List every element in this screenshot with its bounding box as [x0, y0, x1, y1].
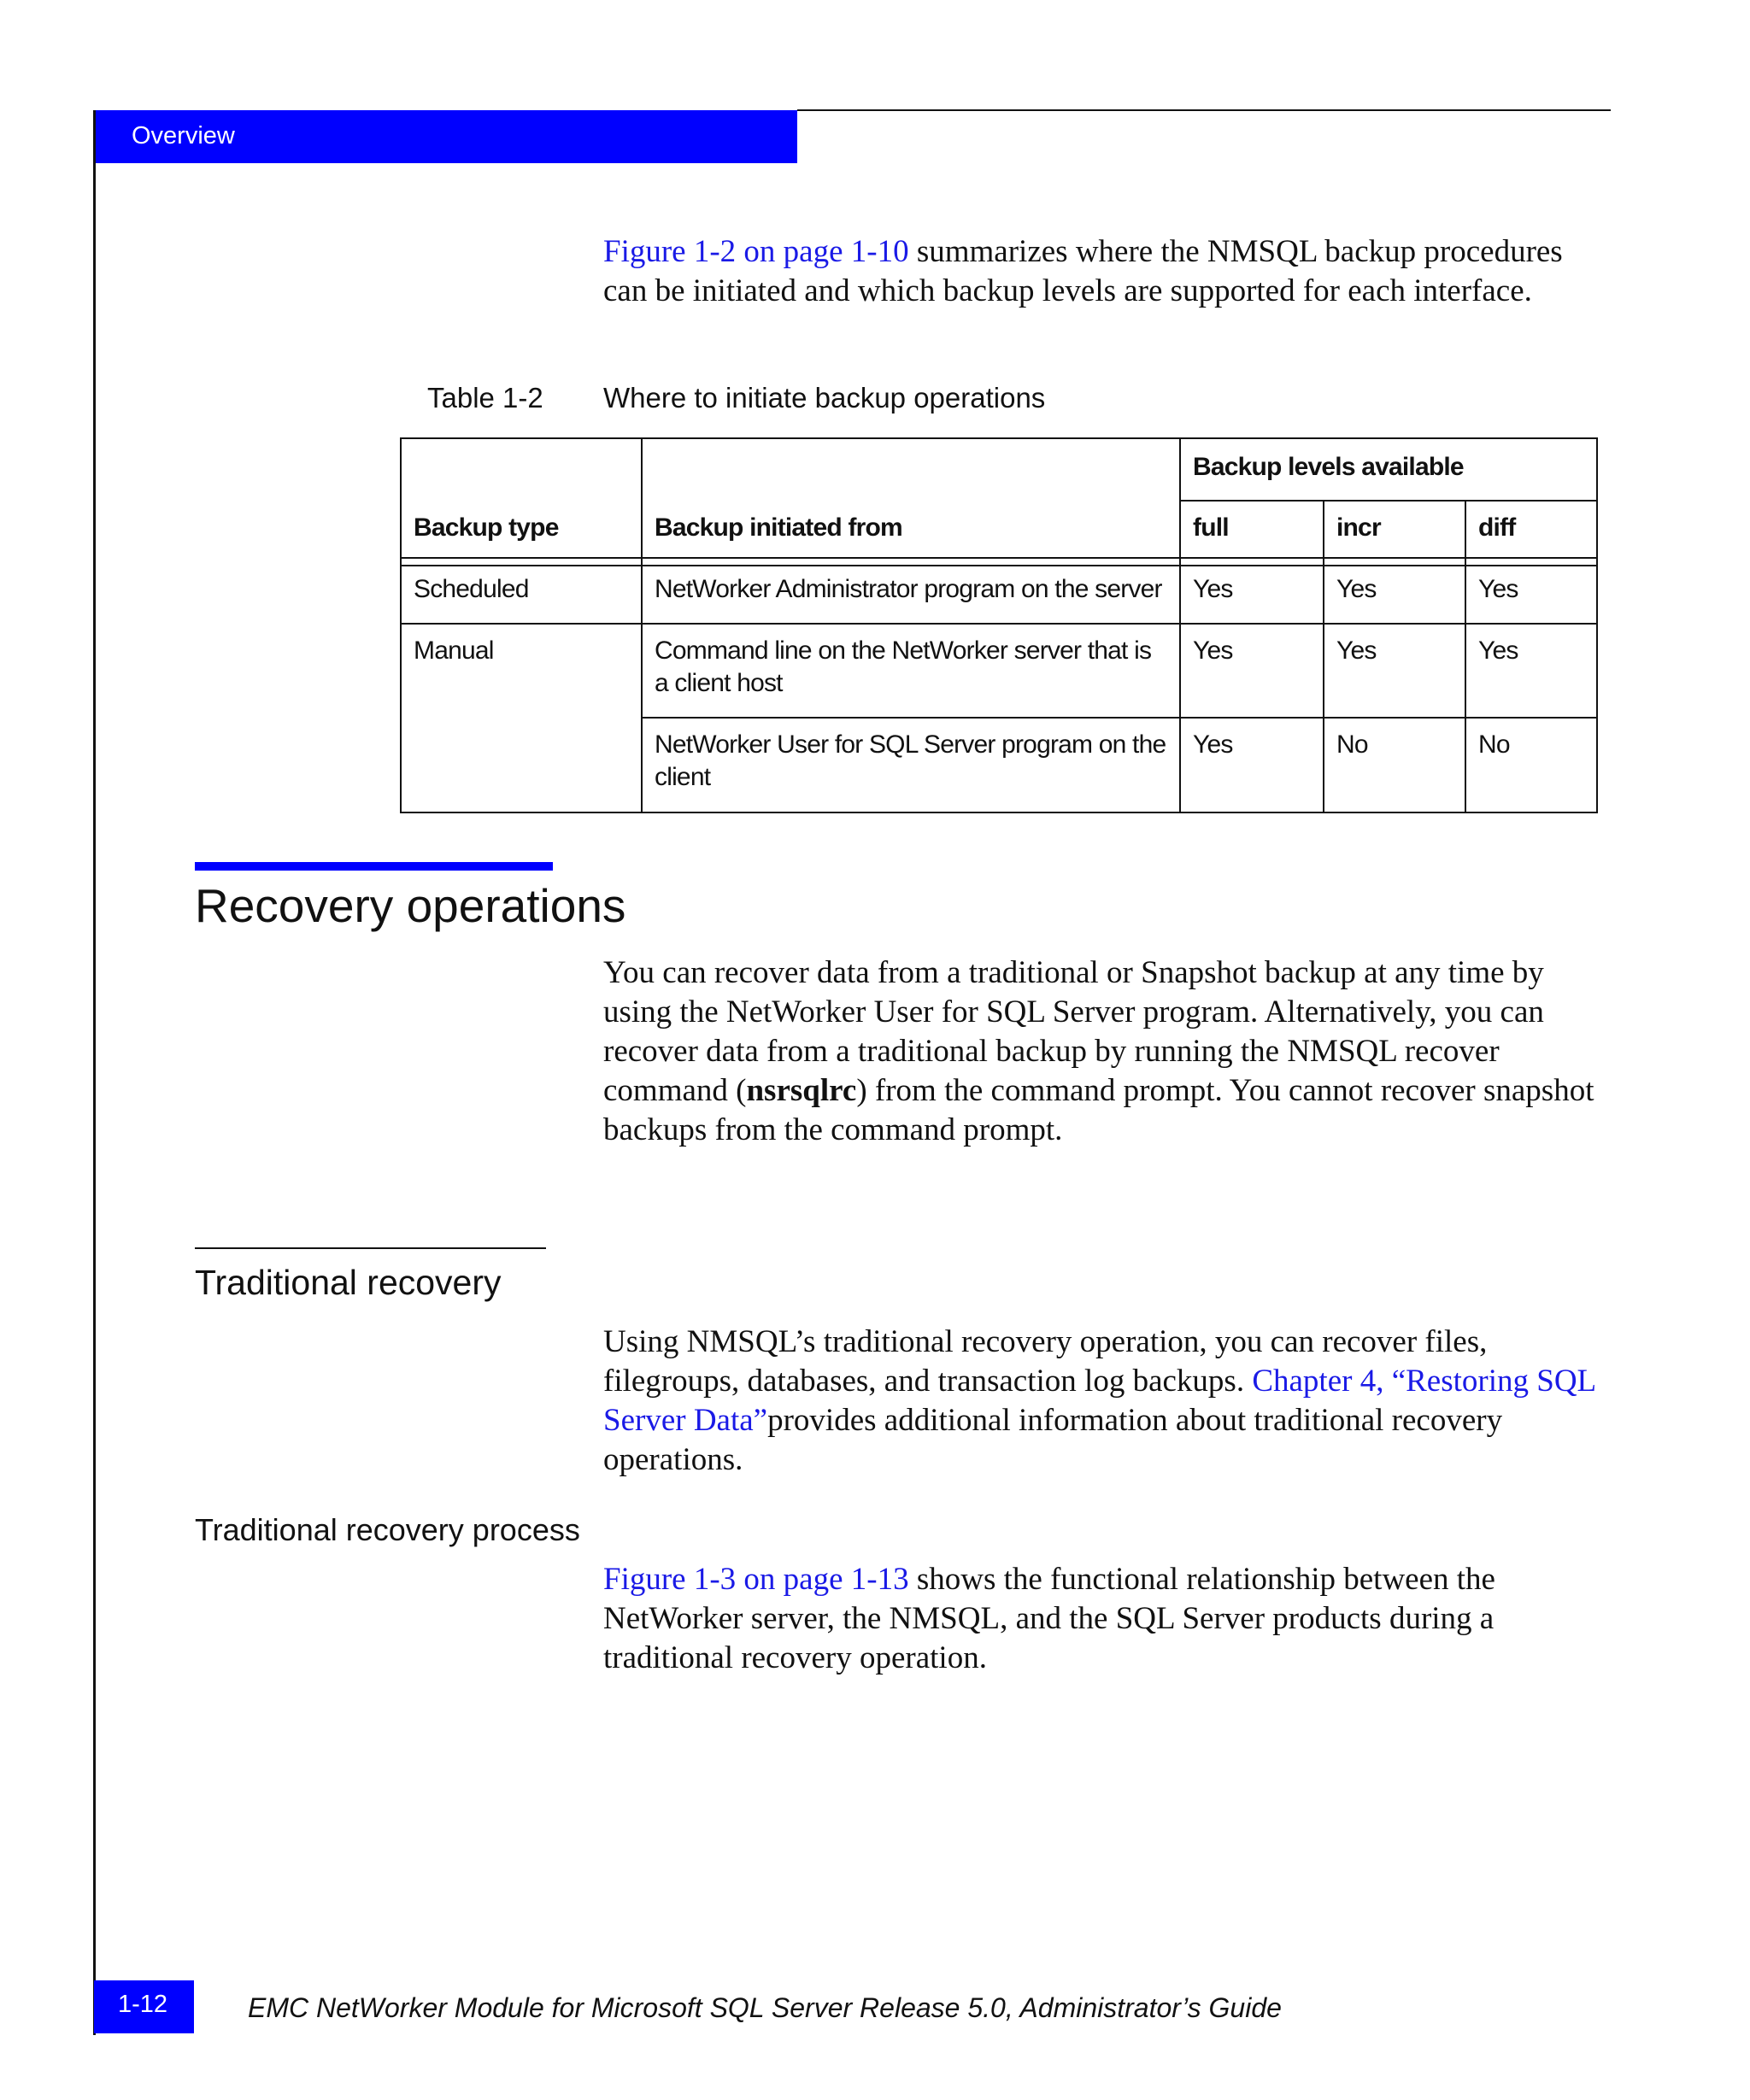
traditional-text-after: provides additional information about traditional recovery operations.	[603, 1403, 1503, 1477]
section-heading-recovery: Recovery operations	[195, 879, 626, 932]
intro-paragraph	[603, 232, 1612, 311]
group-header-rule	[1179, 500, 1598, 502]
header-section-label: Overview	[132, 122, 235, 150]
subsection-heading-traditional: Traditional recovery	[195, 1263, 502, 1302]
table-title: Where to initiate backup operations	[603, 382, 1046, 414]
subsection-rule	[195, 1247, 546, 1249]
header-rule-2	[400, 565, 1598, 566]
col-rule-3	[1323, 500, 1324, 813]
header-backup-levels: Backup levels available	[1193, 453, 1464, 481]
page-number: 1-12	[118, 1991, 168, 2018]
header-diff: diff	[1478, 513, 1516, 542]
row-3-diff: No	[1478, 730, 1510, 759]
figure-1-3-link[interactable]: Figure 1-3 on page 1-13	[603, 1562, 909, 1597]
row-1-incr: Yes	[1336, 575, 1377, 603]
row-1-diff: Yes	[1478, 575, 1518, 603]
row-1-type: Scheduled	[414, 575, 529, 603]
table-border-top	[400, 437, 1598, 439]
col-rule-1	[641, 437, 643, 813]
subsubsection-heading-process: Traditional recovery process	[195, 1512, 580, 1547]
row-3-from: NetWorker User for SQL Server program on the client	[655, 730, 1166, 791]
header-full: full	[1193, 513, 1229, 542]
command-name: nsrsqlrc	[746, 1073, 857, 1108]
process-text: shows the functional relationship between the NetWorker server, the NMSQL, and the SQL Server products during a traditional recovery operation.	[603, 1562, 1495, 1675]
row-2-diff: Yes	[1478, 636, 1518, 665]
row-2-incr: Yes	[1336, 636, 1377, 665]
backup-operations-table	[400, 437, 1598, 813]
section-accent-bar	[195, 862, 553, 871]
row-2-from: Command line on the NetWorker server that is a client host	[655, 636, 1152, 697]
header-incr: incr	[1336, 513, 1381, 542]
row-1-from: NetWorker Administrator program on the server	[655, 575, 1162, 603]
process-paragraph	[603, 1560, 1612, 1678]
row-3-incr: No	[1336, 730, 1368, 759]
recovery-text-before: You can recover data from a traditional or Snapshot backup at any time by using the NetWorker User for SQL Server program. Alternatively, you can recover data from a traditional backup by running the NMSQL recover command (	[603, 955, 1544, 1108]
header-backup-type: Backup type	[414, 513, 559, 542]
col-rule-2	[1179, 437, 1181, 813]
header-rule	[797, 109, 1611, 111]
table-border-left	[400, 437, 402, 813]
row-rule-2	[641, 717, 1598, 719]
row-2-type: Manual	[414, 636, 494, 665]
left-margin-rule	[93, 110, 96, 2035]
header-rule-1	[400, 557, 1598, 559]
header-initiated-from: Backup initiated from	[655, 513, 902, 542]
col-rule-4	[1465, 500, 1466, 813]
figure-1-2-link[interactable]: Figure 1-2 on page 1-10	[603, 234, 909, 269]
recovery-text-after: ) from the command prompt. You cannot recover snapshot backups from the command prompt.	[603, 1073, 1594, 1147]
intro-text: summarizes where the NMSQL backup procedures can be initiated and which backup levels are supported for each interface.	[603, 234, 1563, 308]
chapter-4-link[interactable]: Chapter 4, “Restoring SQL Server Data”	[603, 1364, 1595, 1438]
row-rule-1	[400, 623, 1598, 625]
row-3-full: Yes	[1193, 730, 1233, 759]
table-border-bottom	[400, 812, 1598, 813]
table-border-right	[1596, 437, 1598, 813]
row-1-full: Yes	[1193, 575, 1233, 603]
table-number: Table 1-2	[427, 382, 543, 414]
traditional-paragraph	[603, 1323, 1612, 1480]
row-2-full: Yes	[1193, 636, 1233, 665]
recovery-paragraph	[603, 953, 1612, 1150]
footer-book-title: EMC NetWorker Module for Microsoft SQL Server Release 5.0, Administrator’s Guide	[248, 1992, 1282, 2023]
traditional-text-before: Using NMSQL’s traditional recovery operation, you can recover files, filegroups, databases, and transaction log backups.	[603, 1324, 1488, 1399]
